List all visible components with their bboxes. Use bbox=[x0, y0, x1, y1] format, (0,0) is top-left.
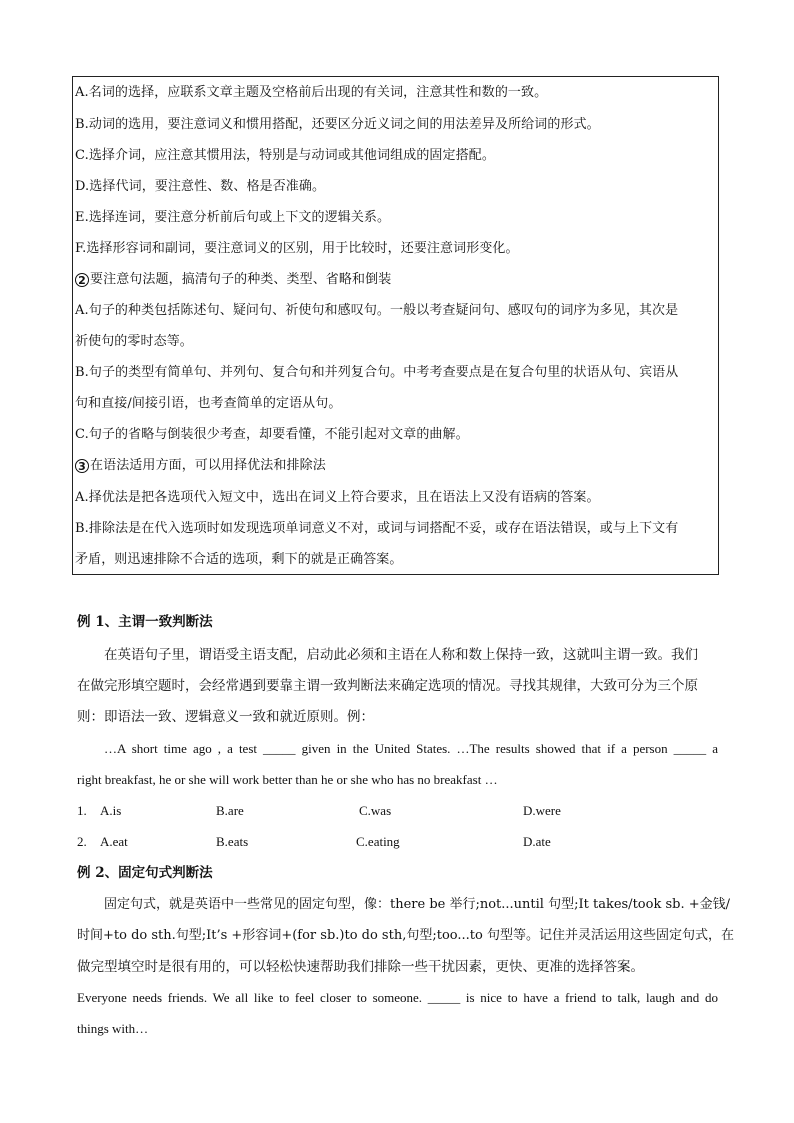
example-2-passage-line-1: Everyone needs friends. We all like to feel closer to someone. _____ is nice to have a friend to talk, laugh and do bbox=[77, 990, 718, 1005]
example-1-para-line-2: 在做完形填空题时，会经常遇到要靠主谓一致判断法来确定选项的情况。寻找其规律，大致可分为三个原 bbox=[77, 678, 698, 694]
tip-line-conjunction: E.选择连词，要注意分析前后句或上下文的逻辑关系。 bbox=[75, 210, 391, 225]
syntax-line-4: 句和直接/间接引语，也考查简单的定语从句。 bbox=[75, 396, 342, 411]
example-1-passage-line-1: …A short time ago , a test _____ given in the United States. …The results showed that if a person _____ a bbox=[104, 741, 718, 756]
question-2-number: 2. bbox=[77, 834, 87, 849]
tip-line-pronoun: D.选择代词，要注意性、数、格是否准确。 bbox=[75, 179, 326, 194]
circled-number-2: 2 bbox=[75, 273, 89, 287]
tip-line-adjective: F.选择形容词和副词，要注意词义的区别，用于比较时，还要注意词形变化。 bbox=[75, 241, 519, 256]
question-1-option-d: D.were bbox=[523, 803, 561, 818]
example-2-para-line-3: 做完型填空时是很有用的，可以轻松快速帮助我们排除一些干扰因素，更快、更准的选择答案。 bbox=[77, 959, 644, 975]
question-2-option-d: D.ate bbox=[523, 834, 551, 849]
question-1-option-b: B.are bbox=[216, 803, 244, 818]
circled-number-3: 3 bbox=[75, 459, 89, 473]
syntax-line-5: C.句子的省略与倒装很少考查，却要看懂，不能引起对文章的曲解。 bbox=[75, 427, 469, 442]
question-1-option-a: A.is bbox=[100, 803, 122, 818]
tips-box bbox=[72, 76, 719, 575]
example-2-heading: 例 2、固定句式判断法 bbox=[77, 865, 213, 881]
question-2-option-b: B.eats bbox=[216, 834, 249, 849]
example-1-para-line-1: 在英语句子里，谓语受主语支配，启动此必须和主语在人称和数上保持一致，这就叫主谓一致。我们 bbox=[104, 647, 698, 663]
example-2-para-line-1: 固定句式，就是英语中一些常见的固定句型，像：there be 举行;not...until 句型;It takes/took sb. +金钱/ bbox=[104, 897, 730, 912]
section-3-title: 3 在语法适用方面，可以用择优法和排除法 bbox=[75, 458, 326, 474]
example-1-heading: 例 1、主谓一致判断法 bbox=[77, 614, 213, 630]
tip-line-preposition: C.选择介词，应注意其惯用法，特别是与动词或其他词组成的固定搭配。 bbox=[75, 148, 495, 163]
method-line-3: 矛盾，则迅速排除不合适的选项，剩下的就是正确答案。 bbox=[75, 552, 403, 567]
method-line-2: B.排除法是在代入选项时如发现选项单词意义不对，或词与词搭配不妥，或存在语法错误，或与上下文有 bbox=[75, 521, 679, 536]
tip-line-noun: A.名词的选择，应联系文章主题及空格前后出现的有关词，注意其性和数的一致。 bbox=[75, 85, 548, 100]
section-2-title: 2 要注意句法题，搞清句子的种类、类型、省略和倒装 bbox=[75, 272, 391, 288]
method-line-1: A.择优法是把各选项代入短文中，选出在词义上符合要求，且在语法上又没有语病的答案。 bbox=[75, 490, 600, 505]
example-1-para-line-3: 则：即语法一致、逻辑意义一致和就近原则。例： bbox=[77, 709, 374, 725]
question-1-option-c: C.was bbox=[359, 803, 392, 818]
tip-line-verb: B.动词的选用，要注意词义和惯用搭配，还要区分近义词之间的用法差异及所给词的形式。 bbox=[75, 117, 600, 132]
question-1-number: 1. bbox=[77, 803, 87, 818]
example-2-para-line-2: 时间+to do sth.句型;It’s +形容词+(for sb.)to do sth,句型;too...to 句型等。记住并灵活运用这些固定句式，在 bbox=[77, 928, 734, 943]
example-2-passage-line-2: things with… bbox=[77, 1021, 149, 1036]
syntax-line-3: B.句子的类型有简单句、并列句、复合句和并列复合句。中考考查要点是在复合句里的状语从句、宾语从 bbox=[75, 365, 679, 380]
example-1-passage-line-2: right breakfast, he or she will work better than he or she who has no breakfast … bbox=[77, 772, 498, 787]
question-2-option-a: A.eat bbox=[100, 834, 128, 849]
syntax-line-2: 祈使句的零时态等。 bbox=[75, 334, 193, 349]
question-2-option-c: C.eating bbox=[356, 834, 400, 849]
syntax-line-1: A.句子的种类包括陈述句、疑问句、祈使句和感叹句。一般以考查疑问句、感叹句的词序为多见，其次是 bbox=[75, 303, 679, 318]
